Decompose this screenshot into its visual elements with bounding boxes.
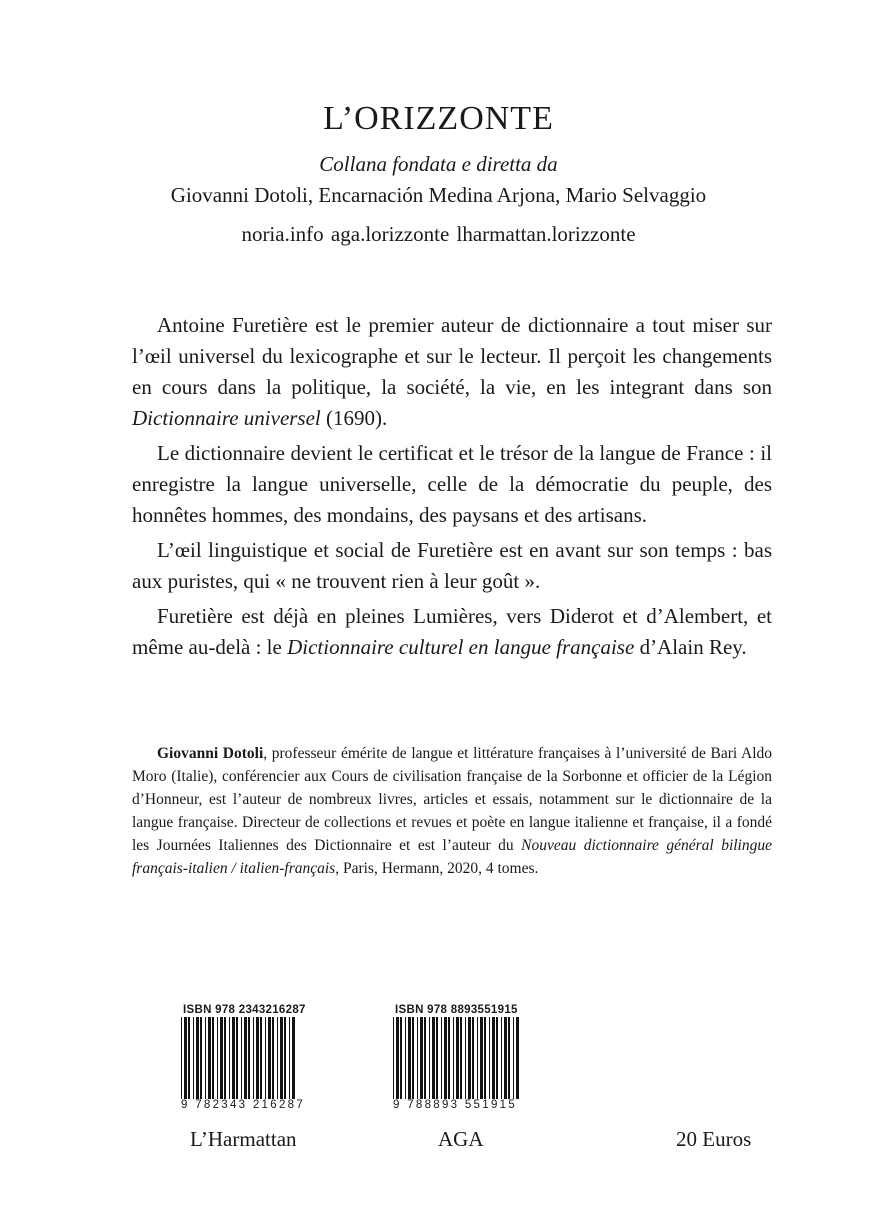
barcode-bars xyxy=(181,1017,297,1099)
isbn-label: ISBN 978 2343216287 xyxy=(183,1004,306,1016)
title-dictionnaire-universel: Dictionnaire universel xyxy=(132,406,321,430)
isbn-label: ISBN 978 8893551915 xyxy=(395,1004,518,1016)
book-title: Nouveau dictionnaire général bilingue français-italien / italien-français xyxy=(132,837,772,877)
summary-paragraph: L’œil linguistique et social de Furetière est en avant sur son temps : bas aux puristes, qui « ne trouvent rien à leur goût ». xyxy=(132,538,772,593)
isbn-digits: 9 788893 551915 xyxy=(393,1099,518,1111)
series-subtitle: Collana fondata e diretta da xyxy=(319,152,558,176)
title-dictionnaire-culturel: Dictionnaire culturel en langue française xyxy=(287,635,635,659)
link-harmattan[interactable]: lharmattan.lorizzonte xyxy=(456,222,636,246)
summary-paragraph: Le dictionnaire devient le certificat et le trésor de la langue de France : il enregistre la langue universelle, celle de la démocratie du peuple, des honnêtes hommes, des mondains, des paysans et des artisans. xyxy=(132,441,772,527)
publisher-aga: AGA xyxy=(438,1127,484,1151)
barcode-harmattan xyxy=(181,1003,306,1112)
barcode-bars xyxy=(393,1017,521,1099)
barcode-aga xyxy=(393,1003,521,1112)
link-noria[interactable]: noria.info xyxy=(241,222,324,246)
book-summary xyxy=(132,310,772,667)
series-title: L’ORIZZONTE xyxy=(323,100,554,137)
series-directors: Giovanni Dotoli, Encarnación Medina Arjona, Mario Selvaggio xyxy=(170,183,707,207)
author-bio xyxy=(132,742,772,880)
link-aga[interactable]: aga.lorizzonte xyxy=(330,222,450,246)
isbn-digits: 9 782343 216287 xyxy=(181,1099,306,1111)
publisher-harmattan: L’Harmattan xyxy=(190,1127,297,1151)
summary-paragraph: Furetière est déjà en pleines Lumières, vers Diderot et d’Alembert, et même au-delà : le Dictionnaire culturel en langue française d’Alain Rey. xyxy=(132,604,772,659)
author-name: Giovanni Dotoli xyxy=(157,745,264,762)
series-links xyxy=(0,222,877,247)
bio-paragraph: Giovanni Dotoli, professeur émérite de langue et littérature françaises à l’université de Bari Aldo Moro (Italie), conférencier aux Cours de civilisation française de la Sorbonne et officier de la Légion d’Honneur, est l’auteur de nombreux livres, articles et essais, notamment sur le dictionnaire de la langue française. Directeur de collections et revues et poète en langue italienne et française, il a fondé les Journées Italiennes des Dictionnaire et est l’auteur du Nouveau dictionnaire général bilingue français-italien / italien-français, Paris, Hermann, 2020, 4 tomes. xyxy=(132,745,772,877)
summary-paragraph: Antoine Furetière est le premier auteur de dictionnaire a tout miser sur l’œil universel du lexicographe et sur le lecteur. Il perçoit les changements en cours dans la politique, la société, la vie, en les integrant dans son Dictionnaire universel (1690). xyxy=(132,313,772,430)
price: 20 Euros xyxy=(676,1127,752,1151)
